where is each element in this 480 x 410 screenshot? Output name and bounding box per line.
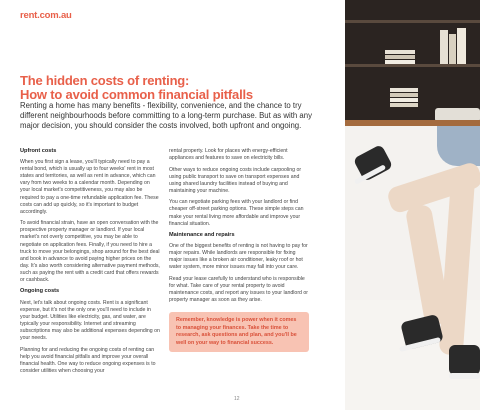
- photo-book: [449, 34, 456, 64]
- article-title: [20, 74, 320, 101]
- heading-maintenance-repairs: Maintenance and repairs: [169, 232, 235, 239]
- paragraph: You can negotiate parking fees with your landlord or find cheaper off-street parking options. These simple steps can make your rental living more affordable and improve your financial situation.: [169, 199, 304, 227]
- paragraph: Next, let's talk about ongoing costs. Rent is a significant expense, but it's not the only one you'll need to include in your budget. Utilities like electricity, gas, and water, are typically your responsibility. Internet and streaming subscriptions may also be additional expenses depending on your needs.: [20, 299, 160, 342]
- paragraph: Other ways to reduce ongoing costs include carpooling or using public transport to save on transport expenses and using shared laundry facilities instead of buying and maintaining your machine.: [169, 166, 302, 194]
- left-column: [20, 148, 160, 379]
- photo-book: [457, 28, 466, 64]
- photo-sneaker-sole: [449, 373, 480, 379]
- heading-upfront-costs: Upfront costs: [20, 148, 57, 154]
- photo-book-stack: [390, 93, 418, 97]
- right-column: [169, 148, 309, 352]
- article-intro: Renting a home has many benefits - flexibility, convenience, and the chance to try different neighbourhoods before committing to a long-term purchase. But as with any major decision, you should consider the costs involved, both upfront and ongoing.: [20, 101, 312, 130]
- photo-sneaker: [449, 345, 480, 375]
- photo-book-stack: [390, 98, 418, 102]
- photo-book-stack: [385, 50, 415, 54]
- photo-book-stack: [385, 60, 415, 64]
- brand-logo: rent.com.au: [20, 10, 72, 21]
- callout-box: Remember, knowledge is power when it comes to managing your finances. Take the time to research, ask questions and plan, and you'll be well on your way to financial success.: [169, 312, 309, 352]
- paragraph: To avoid financial strain, have an open conversation with the prospective property manager or landlord. If your local market's not overly competitive, you may be able to negotiate on application fees. Finally, if you need to hire a truck to move your belongings, shop around for the best deal and book in advance to avoid paying higher prices on the day. It's also worth considering alternative payment methods, such as paying the rent with a credit card that offers rewards or cashback.: [20, 220, 160, 283]
- page-number: 12: [234, 396, 240, 402]
- photo-book: [440, 30, 448, 64]
- lifestyle-photo: [345, 0, 480, 410]
- photo-book-stack: [385, 55, 415, 59]
- paragraph: Read your lease carefully to understand who is responsible for what. Take care of your rental property to avoid maintenance costs, and report any issues to your landlord or property manager as soon as they arise.: [169, 275, 308, 304]
- paragraph: Planning for and reducing the ongoing costs of renting can help you avoid financial pitfalls and improve your overall financial health. One way to reduce ongoing expenses is to consider utilities when choosing your: [20, 346, 156, 374]
- article-title-line-1: The hidden costs of renting:: [20, 73, 190, 88]
- photo-book-stack: [390, 103, 418, 107]
- paragraph: rental property. Look for places with energy-efficient appliances and features to save on electricity bills.: [169, 148, 288, 162]
- heading-ongoing-costs: Ongoing costs: [20, 288, 60, 295]
- photo-book-stack: [390, 88, 418, 92]
- photo-jeans: [437, 126, 480, 166]
- paragraph: When you first sign a lease, you'll typically need to pay a rental bond, which is usually up to four weeks' rent in most states and territories, as well as rent in advance, which can vary from two weeks to a calendar month. Depending on your local market's competitiveness, you may also be required to pay a one-time refundable application fee. These costs can add up quickly, so it's important to budget accordingly.: [20, 159, 159, 215]
- article-title-line-2: How to avoid common financial pitfalls: [20, 86, 253, 102]
- photo-shelf: [345, 20, 480, 23]
- photo-shelf: [345, 64, 480, 67]
- paragraph: One of the biggest benefits of renting is not having to pay for major repairs. While landlords are responsible for fixing major issues like a broken air conditioner, leaky roof or hot water system, more minor issues may fall into your care.: [169, 243, 308, 271]
